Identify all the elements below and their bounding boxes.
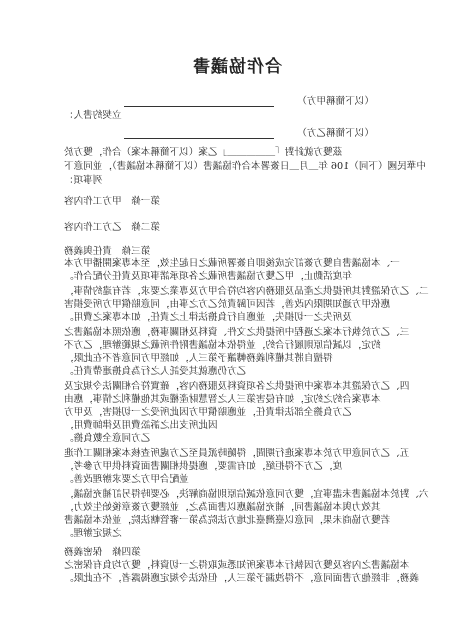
clause-6-line-4: 之規定辦理。 bbox=[64, 528, 141, 539]
article-1-heading: 第一條 甲方工作內容 bbox=[64, 196, 160, 207]
clause-2-line-2: 應依甲方通知期限內改善，若因可歸責於乙方之事由，同意賠償甲方所受損害 bbox=[64, 299, 410, 310]
article-4-line-1: 本協議書之內容及雙方因執行本專案所知悉或取得之一切資料，雙方均負有保密之 bbox=[64, 560, 410, 571]
party-b-label: （以下簡稱乙方） bbox=[297, 128, 374, 139]
clause-4-line-4: 因此所支出之訴訟費用及律師費用， bbox=[64, 420, 237, 431]
article-4-heading: 第四條 保密義務 bbox=[64, 547, 141, 558]
clause-5-line-3: 並配合甲方之要求辦理改善。 bbox=[64, 474, 208, 485]
clause-3-line-3: 得擅自將其權利義務轉讓予第三人，如經甲方同意者不在此限， bbox=[64, 353, 352, 364]
clause-6-line-3: 若雙方協商未果，同意以臺灣臺北地方法院為第一審管轄法院，並依本協議書 bbox=[64, 515, 410, 526]
clause-4-line-1: 四、乙方保證其本專案中所提供之各項資料及服務內容，確實符合相關法令規定及 bbox=[64, 381, 410, 392]
clause-1-line-1: 一、本協議書自雙方簽訂完成後即自簽署所載之日起生效，至本專案開播甲方本 bbox=[64, 258, 400, 269]
signatory-heading: 立契約書人： bbox=[64, 110, 122, 121]
article-4-line-2: 義務，非經他方書面同意，不得洩漏予第三人，但依法令規定應揭露者，不在此限。 bbox=[64, 573, 419, 584]
clause-2-line-3: 及所失之一切損失，並應自行負擔法律上之責任，如本專案之費用。 bbox=[64, 312, 371, 323]
clause-2-line-1: 二、乙方保證對其所提供之產品及服務內容均符合甲方及專業之要求，若有違約情事， bbox=[64, 286, 429, 297]
clause-3-line-1: 三、乙方於執行本案之過程中所提供之文件、資料及相關事務，應依照本協議書之 bbox=[64, 327, 410, 338]
intro-line-3: 列事項： bbox=[64, 175, 103, 186]
clause-6-line-2: 其效力與本協議書同，補充協議應以書面為之，並經雙方簽章後始生效力， bbox=[64, 502, 400, 513]
clause-4-line-3: 乙方負擔全部法律責任，並應賠償甲方因此所受之一切損害，及甲方 bbox=[64, 407, 371, 418]
clause-1-line-2: 年度活動止，甲乙雙方協議書所載之各項承諾事項及責任分配合作。 bbox=[64, 271, 371, 282]
clause-4-line-5: 乙方同意全數負擔。 bbox=[64, 433, 170, 444]
intro-line-1: 茲雙方就針對「＿＿＿＿＿」乙案（以下簡稱本案）合作，雙方於 bbox=[64, 147, 343, 158]
clause-3-line-4: 乙方仍應就其受託人之行為負擔連帶責任。 bbox=[64, 366, 266, 377]
party-b-blank bbox=[124, 138, 274, 139]
clause-3-line-2: 約定，以誠信原則履行合約，並得依本協議書附件所載之規範辦理，乙方不 bbox=[64, 340, 400, 351]
party-a-blank bbox=[124, 106, 274, 107]
clause-5-line-1: 五、乙方同意甲方於本專案進行期間，得隨時派員至乙方處所查核本案相關工作進 bbox=[64, 448, 410, 459]
clause-6-line-1: 六、對於本協議書未盡事宜，雙方同意依誠信原則協商解決，必要時得另訂補充協議， bbox=[64, 489, 429, 500]
party-a-label: （以下簡稱甲方） bbox=[297, 96, 374, 107]
clause-5-line-2: 度，乙方不得拒絕，如有需要，應提供相關書面資料供甲方參考， bbox=[64, 461, 362, 472]
article-3-heading: 第三條 責任與義務 bbox=[64, 246, 151, 257]
article-2-heading: 第二條 乙方工作內容 bbox=[64, 222, 160, 233]
intro-line-2: 中華民國（下同）106 年＿月＿日簽署本合作協議書（以下簡稱本協議書），並同意下 bbox=[64, 161, 426, 172]
clause-4-line-2: 本專案合約之約定，如有侵害第三人之智慧財產權或其他權利之情事，應由 bbox=[64, 394, 400, 405]
document-title: 合作協議書 bbox=[192, 57, 282, 77]
